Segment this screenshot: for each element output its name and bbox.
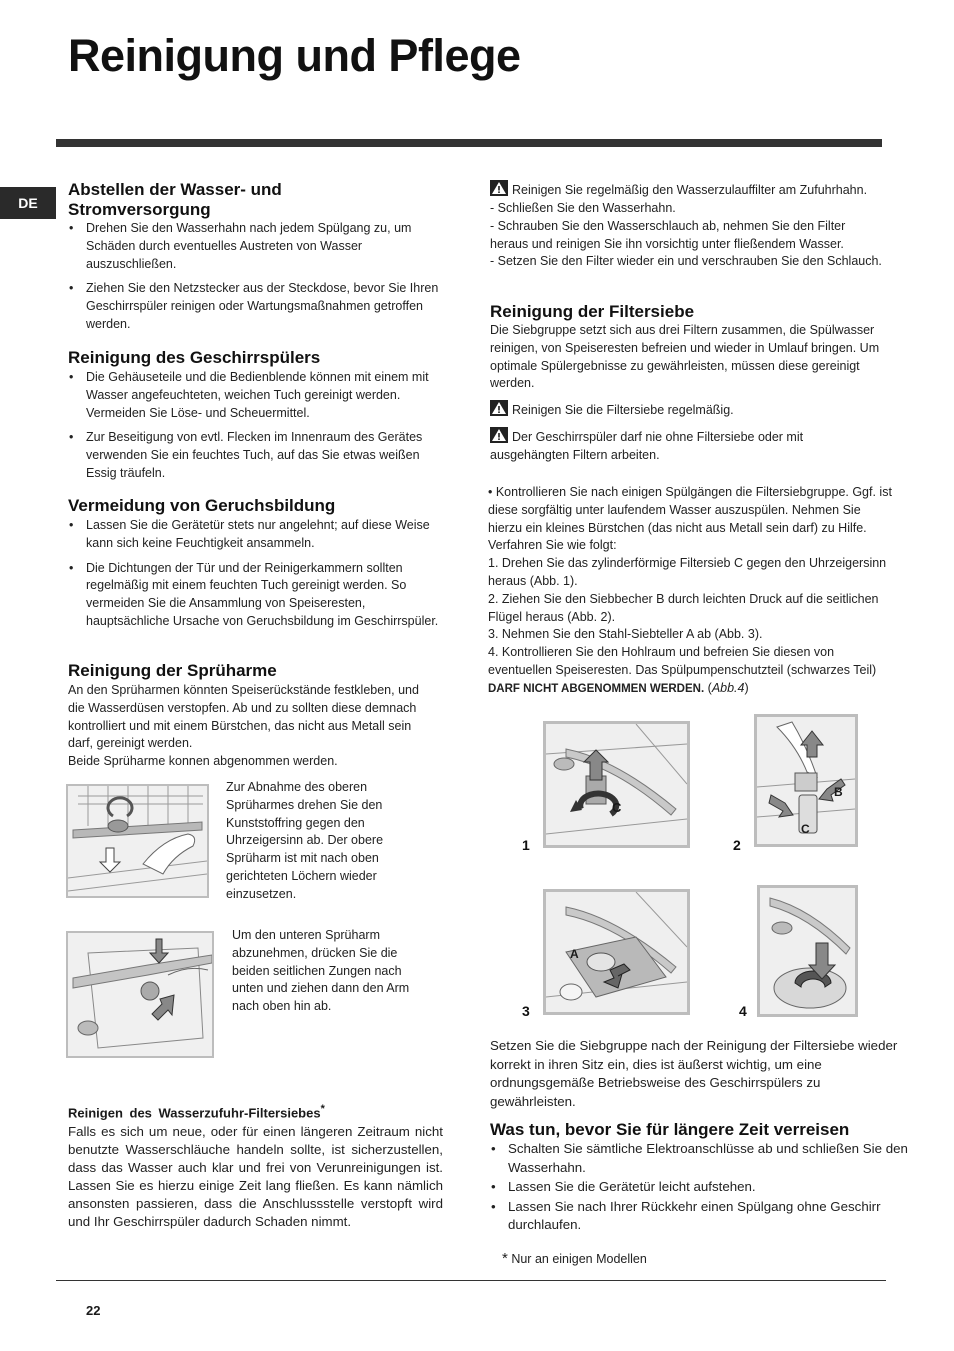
figure-3-drawing [546, 892, 687, 1012]
warning-no-filters [490, 427, 850, 465]
filter-step: 2. Ziehen Sie den Siebbecher B durch leichten Druck auf die seitlichen Flügel heraus (Abb. 2). [488, 591, 879, 624]
lower-spray-arm-text: Um den unteren Sprüharm abzunehmen, drücken Sie die beiden seitlichen Zungen nach unten und ziehen dann den Arm nach oben hin ab. [232, 928, 410, 1014]
heading-inlet-filter-text: Reinigen des Wasserzufuhr-Filtersiebes [68, 1105, 321, 1121]
footnote-mark: * [502, 1250, 508, 1267]
warning-filter-regular [490, 400, 890, 420]
figure-1-drawing [546, 724, 687, 845]
filter-step-4-ref-open: ( [707, 680, 712, 695]
figure-4-pump-guard [757, 885, 858, 1017]
list-item: • Lassen Sie die Gerätetür leicht aufstehen. [490, 1178, 910, 1197]
part-label-a: A [570, 947, 579, 961]
list-dishwasher-cleaning [68, 369, 443, 490]
figure-1-number: 1 [522, 837, 530, 853]
list-item: • Ziehen Sie den Netzstecker aus der Steckdose, bevor Sie Ihren Geschirrspüler reinigen oder Wartungsmaßnahmen getroffen werden. [68, 280, 443, 333]
list-item: • Schalten Sie sämtliche Elektroanschlüsse ab und schließen Sie den Wasserhahn. [490, 1140, 910, 1177]
reassembly-paragraph: Setzen Sie die Siebgruppe nach der Reinigung der Filtersiebe wieder korrekt in ihren Sitz ein, dies ist äußerst wichtig, um eine ordnungsgemäße Betriebsweise des Geschirrspülers zu gewährleisten. [490, 1038, 898, 1109]
figure-2-filter-b [754, 714, 858, 847]
list-before-travel [490, 1140, 910, 1236]
warning-icon [490, 180, 508, 196]
list-item: • Die Dichtungen der Tür und der Reinigerkammern sollten regelmäßig mit einem feuchten Tuch gereinigt werden. So vermeiden Sie die Ansammlung von Speiseresten, hauptsächliche Ursache von Geruchsbildung im Geschirrspüler. [68, 560, 443, 631]
page-number: 22 [86, 1303, 101, 1318]
warning-inlet-filter [490, 180, 910, 200]
filter-step [488, 644, 893, 698]
warning-icon [490, 427, 508, 443]
filter-step-4-text: 4. Kontrollieren Sie den Hohlraum und befreien Sie diesen von eventuellen Speiseresten. Das Spülpumpenschutzteil (schwarzes Teil) [488, 645, 877, 677]
lower-spray-arm-drawing [68, 933, 212, 1056]
heading-before-travel: Was tun, bevor Sie für längere Zeit verreisen [490, 1120, 850, 1139]
list-item: • Lassen Sie die Gerätetür stets nur angelehnt; auf diese Weise kann sich keine Feuchtigkeit ansammeln. [68, 517, 443, 553]
warning-inlet-filter-text: Reinigen Sie regelmäßig den Wasserzulauffilter am Zufuhrhahn. [512, 183, 868, 197]
filter-step: • Kontrollieren Sie nach einigen Spülgängen die Filtersiebgruppe. Ggf. ist diese sorgfältig unter laufendem Wasser auszuspülen. Nehmen Sie hierzu ein kleines Bürstchen (das nicht aus Metall sein darf) zu Hilfe. Verfahren Sie wie folgt: [488, 485, 892, 553]
figure-1-filter-c [543, 721, 690, 848]
footnote [502, 1250, 802, 1269]
list-item: • Lassen Sie nach Ihrer Rückkehr einen Spülgang ohne Geschirr durchlaufen. [490, 1198, 910, 1235]
page-title: Reinigung und Pflege [68, 30, 521, 81]
inlet-filter-step: - Setzen Sie den Filter wieder ein und verschrauben Sie den Schlauch. [490, 254, 882, 269]
filter-step-4-ref-close: ) [744, 680, 749, 695]
list-item: • Zur Beseitigung von evtl. Flecken im Innenraum des Gerätes verwenden Sie ein feuchtes Tuch, auf das Sie etwas weißen Essig träufeln. [68, 429, 443, 482]
heading-spray-arms: Reinigung der Sprüharme [68, 661, 277, 680]
filter-cleaning-paragraph: Die Siebgruppe setzt sich aus drei Filtern zusammen, die Spülwasser reinigen, von Speiseresten befreien und wieder in Umlauf bringen. Um optimale Spülergebnisse zu gewährleisten, müssen diese gereinigt werden. [490, 323, 880, 391]
lower-spray-arm-illustration [66, 931, 214, 1058]
figure-2-number: 2 [733, 837, 741, 853]
footnote-star: * [320, 1103, 325, 1115]
inlet-filter-step: - Schließen Sie den Wasserhahn. [490, 201, 676, 215]
language-tab: DE [0, 187, 56, 219]
figure-3-plate-a [543, 889, 690, 1015]
list-item: • Die Gehäuseteile und die Bedienblende können mit einem mit Wasser angefeuchteten, weichen Tuch gereinigt werden. Vermeiden Sie Löse- und Scheuermittel. [68, 369, 443, 422]
title-rule [56, 139, 882, 147]
list-supply-shutoff [68, 220, 443, 341]
inlet-filter-steps [490, 200, 885, 271]
warning-icon [490, 400, 508, 416]
upper-spray-arm-illustration [66, 784, 209, 898]
filter-step-4-warning: DARF NICHT ABGENOMMEN WERDEN. [488, 682, 705, 695]
heading-dishwasher-cleaning: Reinigung des Geschirrspülers [68, 348, 321, 367]
inlet-filter-paragraph: Falls es sich um neue, oder für einen längeren Zeitraum nicht benutzte Wasserschläuche handeln sollte, ist sicherzustellen, dass das Wasser auch klar und frei von Verunreinigungen ist. Lassen Sie es hierzu einige Zeit lang fließen. Es kann nämlich ansonsten passieren, dass die Anschlussstelle verstopft wird und Ihr Geschirrspüler dadurch Schaden nimmt. [68, 1124, 443, 1229]
footer-rule [56, 1280, 886, 1281]
warning-filter-regular-text: Reinigen Sie die Filtersiebe regelmäßig. [512, 403, 734, 417]
spray-arms-note: Beide Sprüharme konnen abgenommen werden. [68, 754, 338, 768]
warning-no-filters-text: Der Geschirrspüler darf nie ohne Filtersiebe oder mit ausgehängten Filtern arbeiten. [490, 430, 804, 462]
part-label-c-2: C [801, 822, 810, 836]
footnote-text: Nur an einigen Modellen [511, 1252, 647, 1266]
list-item: • Drehen Sie den Wasserhahn nach jedem Spülgang zu, um Schäden durch eventuelles Austreten von Wasser auszuschließen. [68, 220, 443, 273]
figure-4-drawing [760, 888, 855, 1014]
part-label-b: B [834, 785, 843, 799]
heading-odor-prevention: Vermeidung von Geruchsbildung [68, 496, 336, 515]
spray-arms-paragraph: An den Sprüharmen könnten Speiserückstände festkleben, und die Wasserdüsen verstopfen. Ab und zu sollten diese demnach kontrolliert und mit einem Bürstchen, das nicht aus Metall sein darf, gereinigt werden. [68, 683, 419, 751]
upper-spray-arm-text: Zur Abnahme des oberen Sprüharmes drehen Sie den Kunststoffring gegen den Uhrzeigersinn ab. Der obere Sprüharm ist mit nach oben gerichteten Löchern wieder einzusetzen. [226, 780, 384, 901]
heading-supply-shutoff: Abstellen der Wasser- und Stromversorgung [68, 180, 282, 219]
filter-step: 1. Drehen Sie das zylinderförmige Filtersieb C gegen den Uhrzeigersinn heraus (Abb. 1). [488, 556, 887, 588]
figure-3-number: 3 [522, 1003, 530, 1019]
part-label-c: C [612, 800, 622, 815]
figure-4-number: 4 [739, 1003, 747, 1019]
list-odor-prevention [68, 517, 443, 638]
heading-filter-cleaning: Reinigung der Filtersiebe [490, 302, 695, 321]
filter-step: 3. Nehmen Sie den Stahl-Siebteller A ab (Abb. 3). [488, 627, 763, 642]
filter-cleaning-steps [488, 484, 893, 699]
filter-step-4-ref: Abb.4 [711, 680, 745, 695]
inlet-filter-step: - Schrauben Sie den Wasserschlauch ab, nehmen Sie den Filter heraus und reinigen Sie ihn vorsichtig unter fließendem Wasser. [490, 218, 846, 251]
upper-spray-arm-drawing [68, 786, 207, 896]
heading-inlet-filter [68, 1103, 325, 1120]
